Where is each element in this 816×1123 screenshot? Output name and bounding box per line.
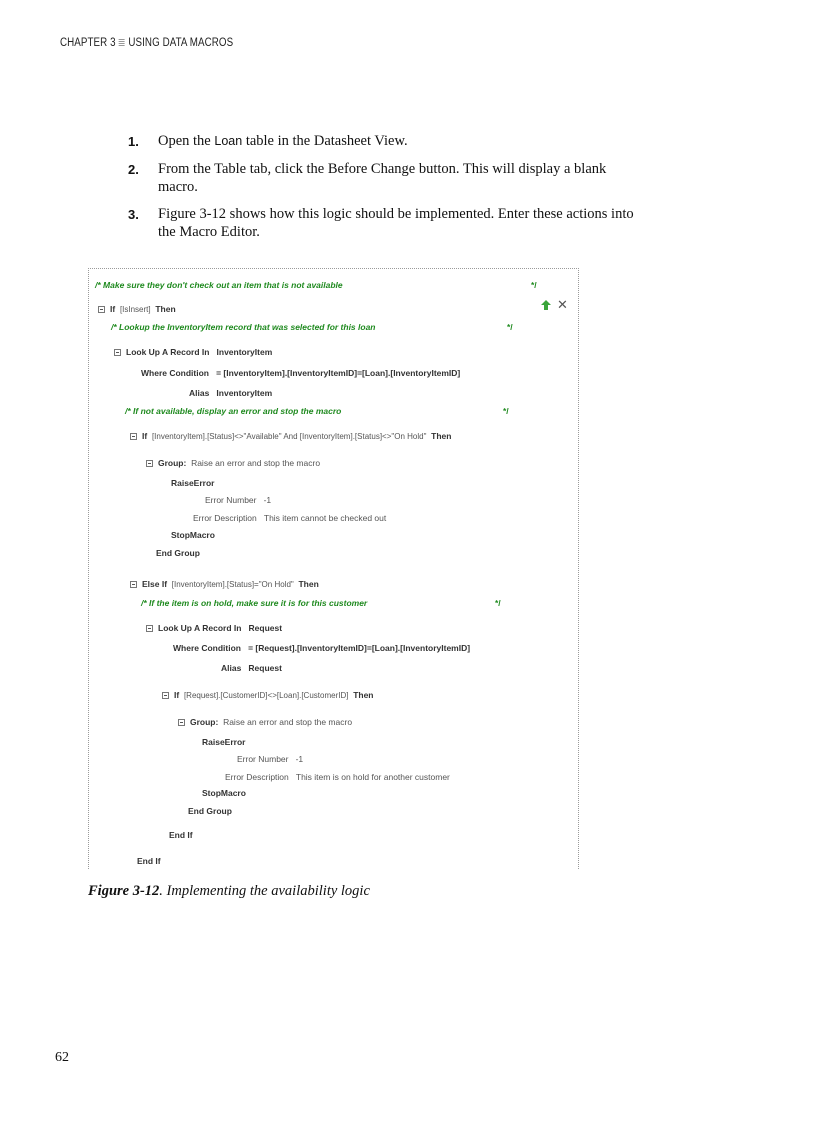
stop-macro-action[interactable]: StopMacro [202,788,246,798]
raise-error-action[interactable]: RaiseError [171,478,215,488]
chapter-label: CHAPTER 3 [60,37,116,49]
if-block-header[interactable]: If [Request].[CustomerID]<>[Loan].[CustomerID] Then [162,690,374,701]
collapse-box-icon[interactable] [146,625,153,632]
stop-macro-action[interactable]: StopMacro [171,530,215,540]
caption-label: Figure 3-12 [88,883,160,899]
group-header[interactable]: Group: Raise an error and stop the macro [146,458,320,469]
macro-comment[interactable]: /* Make sure they don't check out an item that is not available [95,280,343,290]
comment-end: */ [507,322,513,332]
comment-end: */ [495,598,501,608]
collapse-box-icon[interactable] [98,306,105,313]
collapse-box-icon[interactable] [146,460,153,467]
where-condition[interactable]: Where Condition = [InventoryItem].[InventoryItemID]=[Loan].[InventoryItemID] [141,368,461,378]
step-item [128,160,648,196]
page-number: 62 [55,1050,69,1065]
comment-end: */ [503,406,509,416]
collapse-box-icon[interactable] [130,581,137,588]
step-number: 2. [128,162,139,177]
raise-error-action[interactable]: RaiseError [202,737,246,747]
error-number-field[interactable]: Error Number -1 [205,495,272,505]
step-text: From the Table tab, click the Before Change button. This will display a blank macro. [158,161,607,195]
error-description-field[interactable]: Error Description This item is on hold for another customer [225,772,450,782]
move-up-icon[interactable] [541,300,551,311]
where-condition[interactable]: Where Condition = [Request].[InventoryItemID]=[Loan].[InventoryItemID] [173,643,471,653]
collapse-box-icon[interactable] [178,719,185,726]
if-block-header[interactable]: If [InventoryItem].[Status]<>"Available" And [InventoryItem].[Status]<>"On Hold" Then [130,431,451,442]
caption-text: . Implementing the availability logic [159,883,370,899]
end-group: End Group [156,548,200,558]
else-if-header[interactable]: Else If [InventoryItem].[Status]="On Hold" Then [130,579,319,590]
lookup-action[interactable]: Look Up A Record In InventoryItem [114,347,272,358]
step-item [128,132,648,151]
collapse-box-icon[interactable] [114,349,121,356]
lookup-action[interactable]: Look Up A Record In Request [146,623,282,634]
separator-icon [119,39,125,46]
comment-end: */ [531,280,537,290]
alias-field[interactable]: Alias Request [221,663,282,673]
figure-caption [88,883,370,900]
if-block-header[interactable]: If [IsInsert] Then [98,304,176,315]
error-description-field[interactable]: Error Description This item cannot be checked out [193,513,387,523]
macro-editor-figure [88,268,579,869]
steps-list [128,132,648,250]
close-icon[interactable]: ✕ [557,297,568,312]
macro-comment[interactable]: /* Lookup the InventoryItem record that was selected for this loan [111,322,376,332]
step-number: 3. [128,207,139,222]
collapse-box-icon[interactable] [130,433,137,440]
group-header[interactable]: Group: Raise an error and stop the macro [178,717,352,728]
chapter-title: USING DATA MACROS [128,37,234,49]
end-if: End If [137,856,161,866]
end-group: End Group [188,806,232,816]
running-header [60,37,233,49]
end-if: End If [169,830,193,840]
collapse-box-icon[interactable] [162,692,169,699]
macro-comment[interactable]: /* If the item is on hold, make sure it is for this customer [141,598,368,608]
step-item [128,205,648,241]
step-text: Open the Loan table in the Datasheet View. [158,133,408,149]
step-number: 1. [128,134,139,149]
macro-comment[interactable]: /* If not available, display an error and stop the macro [125,406,342,416]
error-number-field[interactable]: Error Number -1 [237,754,304,764]
alias-field[interactable]: Alias InventoryItem [189,388,273,398]
step-text: Figure 3-12 shows how this logic should be implemented. Enter these actions into the Macro Editor. [158,206,634,240]
